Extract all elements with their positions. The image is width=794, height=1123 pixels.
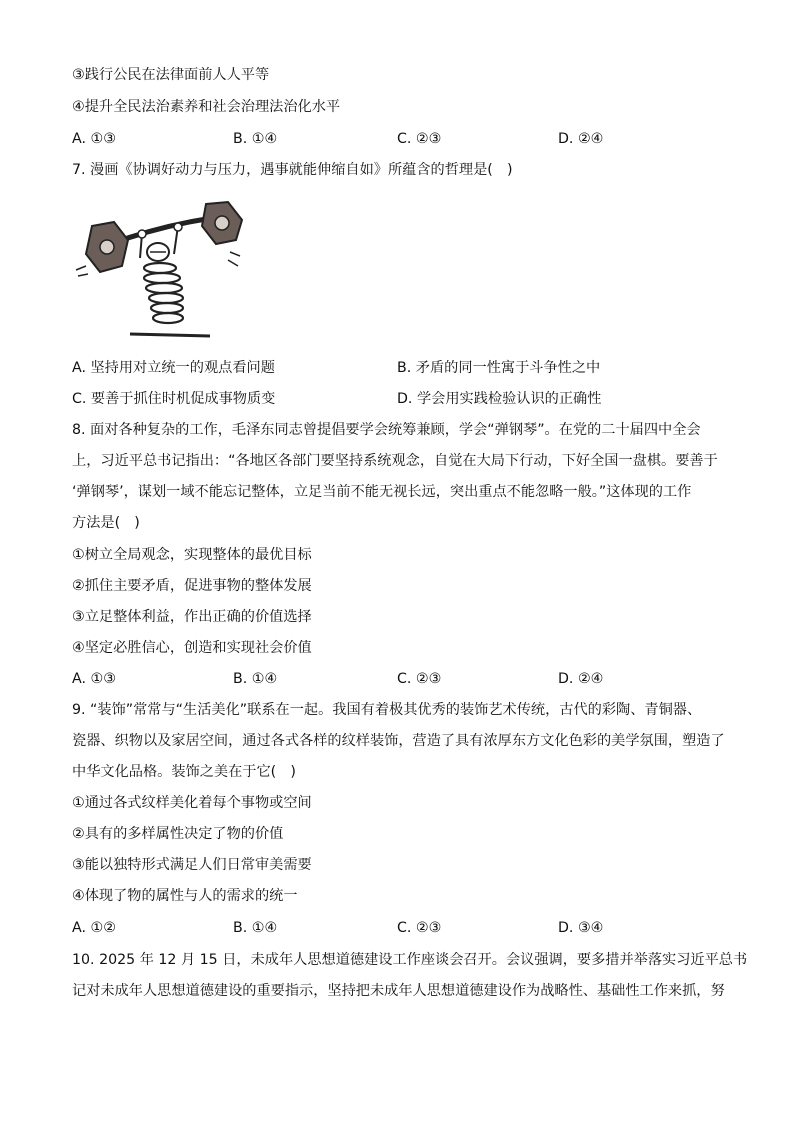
- q9-item-3: ③能以独特形式满足人们日常审美需要: [72, 857, 312, 873]
- right-weight-icon: [202, 202, 242, 244]
- q8-stem-line-3: ‘弹钢琴’，谋划一域不能忘记整体，立足当前不能无视长远，突出重点不能忽略一般。”这体现的工作: [72, 484, 692, 500]
- q9-option-a: A. ①②: [72, 920, 116, 936]
- q8-item-3: ③立足整体利益，作出正确的价值选择: [72, 609, 312, 625]
- q8-item-4: ④坚定必胜信心，创造和实现社会价值: [72, 640, 312, 656]
- q8-stem-line-1: 8. 面对各种复杂的工作，毛泽东同志曾提倡要学会统筹兼顾，学会“弹钢琴”。在党的二十届四中全会: [72, 422, 701, 438]
- q9-item-2: ②具有的多样属性决定了物的价值: [72, 826, 284, 842]
- q6-option-d: D. ②④: [558, 131, 604, 147]
- q9-option-d: D. ③④: [558, 920, 604, 936]
- q7-stem: 7. 漫画《协调好动力与压力，遇事就能伸缩自如》所蕴含的哲理是( ): [72, 162, 513, 178]
- q10-stem-line-1: 10. 2025 年 12 月 15 日，未成年人思想道德建设工作座谈会召开。会议强调，要多措并举落实习近平总书: [72, 952, 748, 968]
- q8-item-1: ①树立全局观念，实现整体的最优目标: [72, 547, 312, 563]
- q8-option-d: D. ②④: [558, 671, 604, 687]
- q8-option-a: A. ①③: [72, 671, 116, 687]
- q8-option-c: C. ②③: [397, 671, 442, 687]
- q8-item-2: ②抓住主要矛盾，促进事物的整体发展: [72, 578, 312, 594]
- q9-item-1: ①通过各式纹样美化着每个事物或空间: [72, 795, 312, 811]
- left-weight-icon: [86, 222, 128, 272]
- q9-stem-line-2: 瓷器、织物以及家居空间，通过各式各样的纹样装饰，营造了具有浓厚东方文化色彩的美学氛围，塑造了: [72, 733, 725, 749]
- q7-option-a: A. 坚持用对立统一的观点看问题: [72, 360, 275, 376]
- q7-option-d: D. 学会用实践检验认识的正确性: [397, 391, 602, 407]
- q8-stem-line-2: 上，习近平总书记指出：“各地区各部门要坚持系统观念，自觉在大局下行动，下好全国一盘棋。要善于: [72, 453, 718, 469]
- q10-stem-line-2: 记对未成年人思想道德建设的重要指示，坚持把未成年人思想道德建设作为战略性、基础性工作来抓，努: [72, 983, 725, 999]
- q9-stem-line-1: 9. “装饰”常常与“生活美化”联系在一起。我国有着极其优秀的装饰艺术传统，古代的彩陶、青铜器、: [72, 702, 702, 718]
- q9-option-b: B. ①④: [233, 920, 278, 936]
- q6-option-c: C. ②③: [397, 131, 442, 147]
- q6-option-a: A. ①③: [72, 131, 116, 147]
- q7-option-c: C. 要善于抓住时机促成事物质变: [72, 391, 276, 407]
- q8-stem-line-4: 方法是( ): [72, 515, 140, 531]
- q8-option-b: B. ①④: [233, 671, 278, 687]
- q6-item-3: ③践行公民在法律面前人人平等: [72, 67, 270, 83]
- q9-stem-line-3: 中华文化品格。装饰之美在于它( ): [72, 764, 296, 780]
- q6-item-4: ④提升全民法治素养和社会治理法治化水平: [72, 99, 341, 115]
- q9-option-c: C. ②③: [397, 920, 442, 936]
- spring-weightlifter-cartoon: [70, 196, 248, 346]
- q7-option-b: B. 矛盾的同一性寓于斗争性之中: [397, 360, 601, 376]
- q6-option-b: B. ①④: [233, 131, 278, 147]
- q9-item-4: ④体现了物的属性与人的需求的统一: [72, 888, 298, 904]
